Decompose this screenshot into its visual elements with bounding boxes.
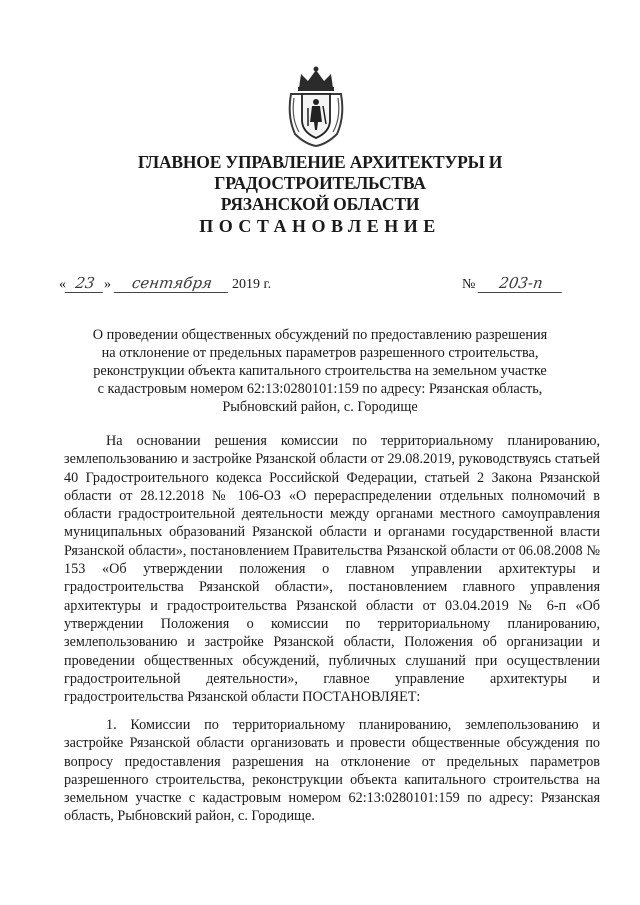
organization-name — [40, 152, 600, 215]
document-number — [462, 274, 563, 293]
preamble-paragraph: На основании решения комиссии по территориальному планированию, землепользованию и застройке Рязанской области от 29.08.2019, руководствуясь статьей 40 Градостроительного кодекса Российской Федерации, статьей 2 Закона Рязанской области от 28.12.2018 № 106-ОЗ «О перераспределении отдельных полномочий в области градостроительной деятельности между органами местного самоуправления муниципальных образований Рязанской области и органами государственной власти Рязанской области», постановлением Правительства Рязанской области от 06.08.2008 № 153 «Об утверждении положения о главном управлении архитектуры и градостроительства Рязанской области», постановлением главного управления архитектуры и градостроительства Рязанской области от 03.04.2019 № 6-п «Об утверждении Положения о комиссии по территориальному планированию, землепользованию и застройке Рязанской области, Положения об организации и проведении общественных обсуждений, публичных слушаний при осуществлении градостроительной деятельности», главное управление архитектуры и градостроительства Рязанской области ПОСТАНОВЛЯЕТ: — [64, 433, 600, 706]
date-year: 2019 г. — [232, 277, 272, 292]
item-1-paragraph: 1. Комиссии по территориальному планированию, землепользованию и застройке Рязанской области организовать и провести общественные обсуждения по вопросу предоставления разрешения на отклонение от предельных параметров разрешенного строительства, реконструкции объекта капитального строительства на земельном участке с кадастровым номером 62:13:0280101:159 по адресу: Рязанская область, Рыбновский район, с. Городище. — [64, 717, 600, 825]
document-type: ПОСТАНОВЛЕНИЕ — [199, 216, 441, 236]
subject-line: на отклонение от предельных параметров разрешенного строительства, — [101, 345, 539, 361]
date-month: сентября — [113, 274, 230, 293]
document-date: « 23 » сентября 2019 г. — [59, 274, 272, 292]
subject-line: реконструкции объекта капитального строительства на земельном участке — [93, 363, 547, 379]
subject-line: О проведении общественных обсуждений по предоставлению разрешения — [92, 327, 548, 343]
organization-line-1: ГЛАВНОЕ УПРАВЛЕНИЕ АРХИТЕКТУРЫ И ГРАДОСТРОИТЕЛЬСТВА — [137, 152, 503, 193]
number-label: № — [462, 277, 476, 292]
document-subject — [75, 326, 565, 416]
date-day: 23 — [65, 274, 106, 293]
number-value: 203-п — [478, 274, 565, 293]
organization-line-2: РЯЗАНСКОЙ ОБЛАСТИ — [220, 194, 420, 214]
subject-line: с кадастровым номером 62:13:0280101:159 по адресу: Рязанская область, — [97, 381, 543, 397]
subject-line: Рыбновский район, с. Городище — [222, 399, 418, 415]
ryazan-coat-of-arms-icon — [285, 66, 347, 148]
